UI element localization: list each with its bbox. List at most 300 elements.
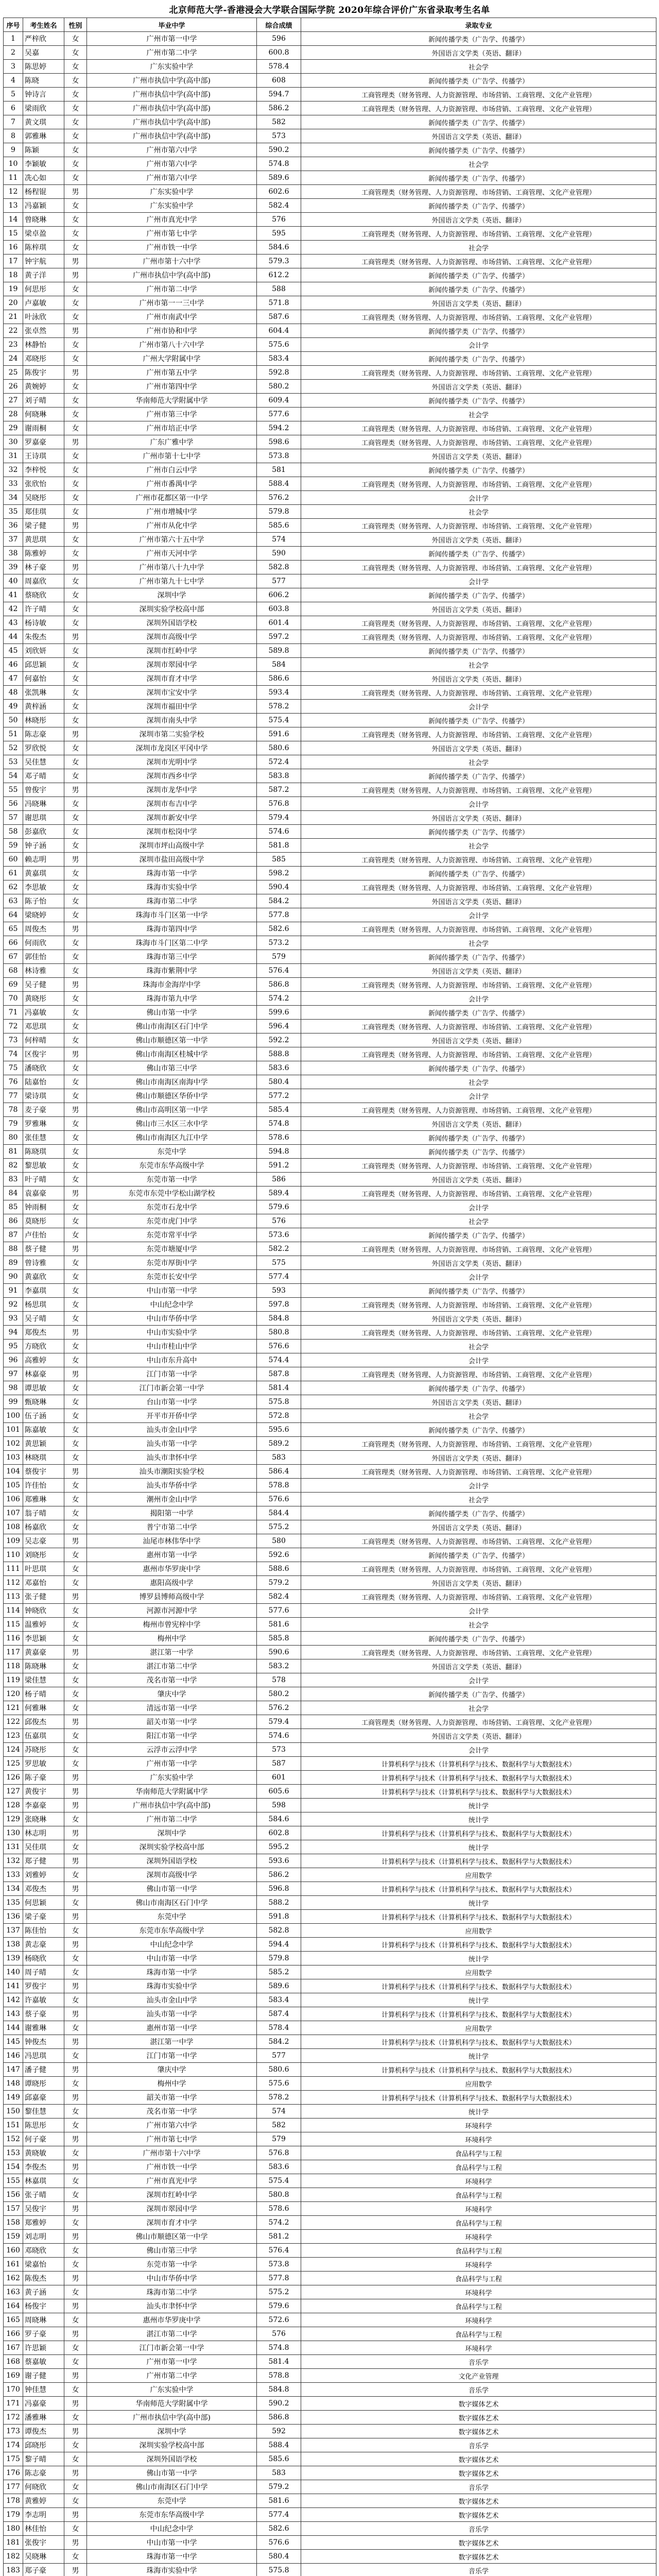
cell-no: 151 bbox=[4, 2119, 23, 2132]
cell-no: 153 bbox=[4, 2146, 23, 2160]
cell-name: 陈颖 bbox=[23, 143, 64, 157]
cell-no: 5 bbox=[4, 88, 23, 101]
table-row bbox=[4, 1367, 656, 1381]
cell-name: 吴子晴 bbox=[23, 1312, 64, 1326]
cell-school: 深圳市红岭中学 bbox=[87, 644, 257, 658]
cell-score: 576.6 bbox=[257, 1340, 301, 1353]
cell-name: 罗嘉豪 bbox=[23, 435, 64, 449]
cell-score: 598.6 bbox=[257, 435, 301, 449]
cell-major: 工商管理类（财务管理、人力资源管理、市场营销、工商管理、文化产业管理） bbox=[301, 1242, 656, 1256]
cell-school: 深圳市宝安中学 bbox=[87, 686, 257, 700]
table-row bbox=[4, 1771, 656, 1785]
table-row bbox=[4, 561, 656, 574]
cell-no: 159 bbox=[4, 2230, 23, 2244]
cell-school: 佛山市顺德区第一中学 bbox=[87, 1033, 257, 1047]
cell-major: 计算机科学与技术（计算机科学与技术、数据科学与大数据技术） bbox=[301, 2063, 656, 2077]
cell-no: 45 bbox=[4, 644, 23, 658]
cell-no: 138 bbox=[4, 1938, 23, 1952]
cell-name: 郑雅婷 bbox=[23, 2216, 64, 2230]
table-row bbox=[4, 1228, 656, 1242]
cell-name: 黄俊宇 bbox=[23, 1785, 64, 1799]
cell-name: 刘欣妍 bbox=[23, 644, 64, 658]
cell-no: 140 bbox=[4, 1965, 23, 1979]
cell-score: 589.6 bbox=[257, 171, 301, 185]
cell-name: 黄志豪 bbox=[23, 1938, 64, 1952]
table-row bbox=[4, 241, 656, 255]
cell-score: 576 bbox=[257, 1214, 301, 1228]
cell-school: 广州市培正中学 bbox=[87, 421, 257, 435]
cell-name: 邱俊杰 bbox=[23, 1715, 64, 1729]
cell-gender: 女 bbox=[64, 2313, 87, 2327]
cell-no: 54 bbox=[4, 769, 23, 783]
cell-school: 潮州市金山中学 bbox=[87, 1493, 257, 1506]
cell-score: 596 bbox=[257, 32, 301, 46]
cell-gender: 女 bbox=[64, 1493, 87, 1506]
cell-no: 31 bbox=[4, 449, 23, 463]
cell-score: 587.2 bbox=[257, 783, 301, 797]
table-row bbox=[4, 1103, 656, 1117]
cell-name: 梁晓婷 bbox=[23, 908, 64, 922]
cell-score: 587.8 bbox=[257, 1367, 301, 1381]
cell-no: 183 bbox=[4, 2564, 23, 2576]
cell-gender: 男 bbox=[64, 1715, 87, 1729]
table-row bbox=[4, 880, 656, 894]
cell-name: 郑佳琪 bbox=[23, 505, 64, 519]
table-row bbox=[4, 519, 656, 533]
cell-gender: 男 bbox=[64, 1326, 87, 1340]
cell-no: 41 bbox=[4, 588, 23, 602]
cell-school: 广东实验中学 bbox=[87, 60, 257, 74]
cell-gender: 女 bbox=[64, 282, 87, 296]
cell-school: 广州市第四中学 bbox=[87, 380, 257, 394]
cell-no: 30 bbox=[4, 435, 23, 449]
table-row bbox=[4, 2299, 656, 2313]
cell-name: 何子豪 bbox=[23, 2132, 64, 2146]
cell-gender: 女 bbox=[64, 1117, 87, 1131]
cell-school: 珠海市第一中学 bbox=[87, 867, 257, 880]
cell-name: 黄子洋 bbox=[23, 268, 64, 282]
header-no: 序号 bbox=[4, 18, 23, 32]
cell-major: 环境科学 bbox=[301, 2174, 656, 2188]
table-row bbox=[4, 2049, 656, 2063]
cell-no: 46 bbox=[4, 658, 23, 672]
cell-no: 101 bbox=[4, 1423, 23, 1437]
cell-school: 中山纪念中学 bbox=[87, 2522, 257, 2536]
cell-no: 27 bbox=[4, 394, 23, 408]
cell-school: 广州市执信中学(高中部) bbox=[87, 129, 257, 143]
cell-score: 596.4 bbox=[257, 1020, 301, 1033]
cell-score: 574.8 bbox=[257, 157, 301, 171]
cell-no: 128 bbox=[4, 1799, 23, 1812]
table-row bbox=[4, 1965, 656, 1979]
cell-score: 572.4 bbox=[257, 755, 301, 769]
cell-major: 新闻传播学类（广告学、传播学） bbox=[301, 143, 656, 157]
cell-school: 广州市第八十九中学 bbox=[87, 561, 257, 574]
cell-no: 69 bbox=[4, 978, 23, 992]
cell-school: 深圳市布吉中学 bbox=[87, 797, 257, 811]
cell-no: 119 bbox=[4, 1673, 23, 1687]
cell-school: 佛山市第一中学 bbox=[87, 1006, 257, 1020]
cell-major: 会计学 bbox=[301, 1673, 656, 1687]
cell-name: 吴晓彤 bbox=[23, 491, 64, 505]
cell-major: 食品科学与工程 bbox=[301, 2272, 656, 2285]
cell-gender: 女 bbox=[64, 714, 87, 727]
table-row bbox=[4, 1520, 656, 1534]
cell-score: 585.8 bbox=[257, 1632, 301, 1646]
cell-major: 应用数学 bbox=[301, 1868, 656, 1882]
cell-school: 东莞中学 bbox=[87, 2494, 257, 2508]
cell-name: 吴晓琳 bbox=[23, 2550, 64, 2564]
cell-name: 曾晓琳 bbox=[23, 213, 64, 227]
cell-no: 105 bbox=[4, 1479, 23, 1493]
cell-name: 温雅婷 bbox=[23, 1618, 64, 1632]
cell-name: 周嘉欣 bbox=[23, 574, 64, 588]
cell-name: 潘晓欣 bbox=[23, 1061, 64, 1075]
cell-score: 575.8 bbox=[257, 1395, 301, 1409]
cell-no: 92 bbox=[4, 1298, 23, 1312]
cell-gender: 女 bbox=[64, 1924, 87, 1938]
table-row bbox=[4, 2425, 656, 2438]
table-row bbox=[4, 936, 656, 950]
cell-school: 珠海市实验中学 bbox=[87, 2564, 257, 2576]
table-row bbox=[4, 1896, 656, 1910]
cell-score: 582.4 bbox=[257, 199, 301, 213]
table-row bbox=[4, 157, 656, 171]
cell-score: 575.6 bbox=[257, 338, 301, 352]
cell-school: 东莞市东华高级中学 bbox=[87, 1924, 257, 1938]
table-row bbox=[4, 2035, 656, 2049]
cell-school: 广州市第五中学 bbox=[87, 366, 257, 380]
cell-no: 42 bbox=[4, 602, 23, 616]
cell-school: 广州市第一中学 bbox=[87, 2355, 257, 2369]
cell-no: 20 bbox=[4, 296, 23, 310]
cell-school: 湛江第一中学 bbox=[87, 2035, 257, 2049]
cell-gender: 女 bbox=[64, 2021, 87, 2035]
cell-name: 黄嘉琪 bbox=[23, 867, 64, 880]
table-row bbox=[4, 1437, 656, 1451]
cell-school: 广州市第二中学 bbox=[87, 1812, 257, 1826]
cell-school: 深圳市高级中学 bbox=[87, 630, 257, 644]
cell-gender: 男 bbox=[64, 2091, 87, 2105]
cell-major: 音乐学 bbox=[301, 2438, 656, 2452]
cell-school: 华南师范大学附属中学 bbox=[87, 394, 257, 408]
cell-gender: 男 bbox=[64, 922, 87, 936]
cell-major: 音乐学 bbox=[301, 2564, 656, 2576]
table-row bbox=[4, 491, 656, 505]
cell-score: 580.8 bbox=[257, 2188, 301, 2202]
cell-school: 江门市新会第一中学 bbox=[87, 2341, 257, 2355]
table-row bbox=[4, 1131, 656, 1145]
cell-name: 黄嘉豪 bbox=[23, 1646, 64, 1659]
cell-major: 新闻传播学类（广告学、传播学） bbox=[301, 1506, 656, 1520]
cell-score: 580.2 bbox=[257, 380, 301, 394]
cell-no: 28 bbox=[4, 408, 23, 421]
cell-major: 新闻传播学类（广告学、传播学） bbox=[301, 1061, 656, 1075]
cell-name: 麦子豪 bbox=[23, 1103, 64, 1117]
cell-major: 环境科学 bbox=[301, 2230, 656, 2244]
cell-name: 张俊宇 bbox=[23, 2536, 64, 2550]
cell-no: 82 bbox=[4, 1159, 23, 1173]
cell-school: 广州市第二中学 bbox=[87, 46, 257, 60]
cell-major: 工商管理类（财务管理、人力资源管理、市场营销、工商管理、文化产业管理） bbox=[301, 366, 656, 380]
table-row bbox=[4, 2063, 656, 2077]
cell-school: 广州市真光中学 bbox=[87, 213, 257, 227]
cell-no: 48 bbox=[4, 686, 23, 700]
cell-no: 96 bbox=[4, 1353, 23, 1367]
table-row bbox=[4, 950, 656, 964]
cell-school: 汕头市聿怀中学 bbox=[87, 1451, 257, 1465]
cell-no: 26 bbox=[4, 380, 23, 394]
cell-score: 584.4 bbox=[257, 1506, 301, 1520]
cell-name: 陈雅婷 bbox=[23, 547, 64, 561]
table-row bbox=[4, 2369, 656, 2383]
cell-no: 177 bbox=[4, 2480, 23, 2494]
cell-no: 170 bbox=[4, 2383, 23, 2397]
cell-score: 592.6 bbox=[257, 1548, 301, 1562]
cell-name: 林志明 bbox=[23, 1826, 64, 1840]
cell-name: 陈子豪 bbox=[23, 1771, 64, 1785]
cell-school: 惠阳高级中学 bbox=[87, 1576, 257, 1590]
cell-score: 598.2 bbox=[257, 867, 301, 880]
cell-major: 外国语言文学类（英语、翻译） bbox=[301, 1520, 656, 1534]
cell-name: 李思敏 bbox=[23, 880, 64, 894]
cell-no: 81 bbox=[4, 1145, 23, 1159]
cell-score: 581.8 bbox=[257, 839, 301, 853]
cell-score: 581.6 bbox=[257, 2494, 301, 2508]
cell-score: 583.4 bbox=[257, 352, 301, 366]
cell-no: 29 bbox=[4, 421, 23, 435]
table-row bbox=[4, 1187, 656, 1200]
cell-score: 578.2 bbox=[257, 2091, 301, 2105]
cell-major: 计算机科学与技术（计算机科学与技术、数据科学与大数据技术） bbox=[301, 1979, 656, 1993]
cell-major: 会计学 bbox=[301, 491, 656, 505]
cell-gender: 女 bbox=[64, 2105, 87, 2119]
cell-major: 食品科学与工程 bbox=[301, 2216, 656, 2230]
cell-name: 梁卓盈 bbox=[23, 227, 64, 241]
cell-score: 582.6 bbox=[257, 2522, 301, 2536]
cell-score: 583.8 bbox=[257, 769, 301, 783]
cell-no: 178 bbox=[4, 2494, 23, 2508]
cell-score: 591.2 bbox=[257, 1159, 301, 1173]
table-row bbox=[4, 894, 656, 908]
cell-name: 邓子晴 bbox=[23, 769, 64, 783]
cell-gender: 女 bbox=[64, 1896, 87, 1910]
cell-major: 工商管理类（财务管理、人力资源管理、市场营销、工商管理、文化产业管理） bbox=[301, 185, 656, 199]
table-row bbox=[4, 1534, 656, 1548]
cell-school: 广州市执信中学(高中部) bbox=[87, 268, 257, 282]
cell-school: 广州市执信中学(高中部) bbox=[87, 101, 257, 115]
cell-no: 156 bbox=[4, 2188, 23, 2202]
cell-gender: 女 bbox=[64, 1840, 87, 1854]
cell-score: 578.4 bbox=[257, 60, 301, 74]
cell-school: 佛山市南海区石门中学 bbox=[87, 1020, 257, 1033]
cell-major: 外国语言文学类（英语、翻译） bbox=[301, 1033, 656, 1047]
cell-major: 工商管理类（财务管理、人力资源管理、市场营销、工商管理、文化产业管理） bbox=[301, 1103, 656, 1117]
cell-no: 15 bbox=[4, 227, 23, 241]
table-row bbox=[4, 922, 656, 936]
cell-name: 高雅婷 bbox=[23, 1353, 64, 1367]
cell-major: 应用数学 bbox=[301, 2077, 656, 2091]
cell-gender: 女 bbox=[64, 241, 87, 255]
table-row bbox=[4, 1047, 656, 1061]
cell-gender: 男 bbox=[64, 255, 87, 268]
cell-school: 珠海市第二中学 bbox=[87, 894, 257, 908]
cell-score: 594.8 bbox=[257, 1145, 301, 1159]
cell-score: 590 bbox=[257, 547, 301, 561]
cell-name: 陈嘉敏 bbox=[23, 1423, 64, 1437]
cell-major: 外国语言文学类（英语、翻译） bbox=[301, 1395, 656, 1409]
cell-gender: 女 bbox=[64, 825, 87, 839]
cell-score: 576 bbox=[257, 2327, 301, 2341]
cell-school: 广州市真光中学 bbox=[87, 2174, 257, 2188]
cell-name: 罗欣悦 bbox=[23, 741, 64, 755]
cell-no: 115 bbox=[4, 1618, 23, 1632]
cell-name: 黎佳慧 bbox=[23, 2105, 64, 2119]
table-row bbox=[4, 1659, 656, 1673]
table-row bbox=[4, 574, 656, 588]
cell-school: 肇庆中学 bbox=[87, 1687, 257, 1701]
cell-score: 601 bbox=[257, 1771, 301, 1785]
cell-no: 72 bbox=[4, 1020, 23, 1033]
cell-name: 翁子晴 bbox=[23, 1506, 64, 1520]
table-row bbox=[4, 282, 656, 296]
cell-major: 计算机科学与技术（计算机科学与技术、数据科学与大数据技术） bbox=[301, 1771, 656, 1785]
cell-no: 93 bbox=[4, 1312, 23, 1326]
cell-gender: 男 bbox=[64, 1799, 87, 1812]
cell-gender: 女 bbox=[64, 2174, 87, 2188]
table-row bbox=[4, 755, 656, 769]
cell-name: 梁子健 bbox=[23, 519, 64, 533]
cell-name: 罗俊宇 bbox=[23, 1979, 64, 1993]
cell-gender: 男 bbox=[64, 853, 87, 867]
cell-no: 39 bbox=[4, 561, 23, 574]
cell-major: 社会学 bbox=[301, 1701, 656, 1715]
cell-school: 佛山市高明区第一中学 bbox=[87, 1103, 257, 1117]
cell-gender: 男 bbox=[64, 2425, 87, 2438]
cell-name: 吴志豪 bbox=[23, 1534, 64, 1548]
table-row bbox=[4, 2021, 656, 2035]
cell-name: 黄文琪 bbox=[23, 115, 64, 129]
cell-gender: 女 bbox=[64, 101, 87, 115]
cell-score: 586.2 bbox=[257, 1868, 301, 1882]
cell-score: 574.6 bbox=[257, 825, 301, 839]
table-body bbox=[4, 32, 656, 2576]
cell-school: 中山市华侨中学 bbox=[87, 2272, 257, 2285]
cell-major: 新闻传播学类（广告学、传播学） bbox=[301, 74, 656, 88]
cell-name: 谢雅琳 bbox=[23, 2021, 64, 2035]
cell-major: 工商管理类（财务管理、人力资源管理、市场营销、工商管理、文化产业管理） bbox=[301, 1534, 656, 1548]
cell-school: 中山市第一中学 bbox=[87, 1284, 257, 1298]
cell-gender: 女 bbox=[64, 1548, 87, 1562]
cell-gender: 男 bbox=[64, 783, 87, 797]
cell-major: 计算机科学与技术（计算机科学与技术、数据科学与大数据技术） bbox=[301, 1785, 656, 1799]
cell-score: 585.4 bbox=[257, 1103, 301, 1117]
cell-score: 586 bbox=[257, 1173, 301, 1187]
cell-major: 环境科学 bbox=[301, 2285, 656, 2299]
cell-name: 张晓琳 bbox=[23, 1812, 64, 1826]
cell-major: 社会学 bbox=[301, 839, 656, 853]
cell-score: 584.8 bbox=[257, 2383, 301, 2397]
table-row bbox=[4, 1200, 656, 1214]
cell-name: 莫晓彤 bbox=[23, 1214, 64, 1228]
cell-name: 潘子健 bbox=[23, 2063, 64, 2077]
cell-school: 江门市第一中学 bbox=[87, 2049, 257, 2063]
cell-school: 茂名市第一中学 bbox=[87, 1673, 257, 1687]
cell-major: 应用数学 bbox=[301, 1924, 656, 1938]
cell-school: 广州市第一中学 bbox=[87, 1757, 257, 1771]
table-row bbox=[4, 867, 656, 880]
cell-major: 新闻传播学类（广告学、传播学） bbox=[301, 1131, 656, 1145]
cell-name: 陈晓琳 bbox=[23, 1659, 64, 1673]
table-row bbox=[4, 1840, 656, 1854]
cell-major: 音乐学 bbox=[301, 2383, 656, 2397]
cell-major: 工商管理类（财务管理、人力资源管理、市场营销、工商管理、文化产业管理） bbox=[301, 561, 656, 574]
cell-school: 深圳市松岗中学 bbox=[87, 825, 257, 839]
cell-gender: 女 bbox=[64, 505, 87, 519]
cell-major: 外国语言文学类（英语、翻译） bbox=[301, 296, 656, 310]
cell-score: 578.6 bbox=[257, 2202, 301, 2216]
table-row bbox=[4, 408, 656, 421]
table-row bbox=[4, 421, 656, 435]
cell-gender: 女 bbox=[64, 992, 87, 1006]
cell-no: 59 bbox=[4, 839, 23, 853]
cell-major: 工商管理类（财务管理、人力资源管理、市场营销、工商管理、文化产业管理） bbox=[301, 101, 656, 115]
cell-no: 160 bbox=[4, 2244, 23, 2258]
cell-school: 广州市第六中学 bbox=[87, 2119, 257, 2132]
cell-major: 统计学 bbox=[301, 1812, 656, 1826]
cell-name: 杨程锟 bbox=[23, 185, 64, 199]
cell-score: 578.8 bbox=[257, 1479, 301, 1493]
table-row bbox=[4, 1075, 656, 1089]
cell-score: 605.6 bbox=[257, 1785, 301, 1799]
cell-score: 591.8 bbox=[257, 1910, 301, 1924]
cell-major: 新闻传播学类（广告学、传播学） bbox=[301, 1423, 656, 1437]
cell-score: 579 bbox=[257, 950, 301, 964]
cell-name: 李志明 bbox=[23, 2508, 64, 2522]
cell-score: 582.8 bbox=[257, 561, 301, 574]
cell-no: 9 bbox=[4, 143, 23, 157]
cell-name: 林诗雅 bbox=[23, 964, 64, 978]
cell-score: 584.6 bbox=[257, 241, 301, 255]
cell-school: 深圳中学 bbox=[87, 1826, 257, 1840]
cell-major: 统计学 bbox=[301, 1952, 656, 1965]
cell-school: 广州市执信中学(高中部) bbox=[87, 74, 257, 88]
table-row bbox=[4, 1910, 656, 1924]
cell-gender: 男 bbox=[64, 1854, 87, 1868]
cell-score: 577 bbox=[257, 2049, 301, 2063]
cell-name: 周子晴 bbox=[23, 1965, 64, 1979]
cell-name: 蔡俊宇 bbox=[23, 1465, 64, 1479]
cell-score: 592.2 bbox=[257, 1033, 301, 1047]
table-row bbox=[4, 199, 656, 213]
cell-name: 刘晓彤 bbox=[23, 1548, 64, 1562]
cell-major: 会计学 bbox=[301, 1200, 656, 1214]
cell-score: 579.3 bbox=[257, 255, 301, 268]
table-row bbox=[4, 366, 656, 380]
cell-gender: 女 bbox=[64, 394, 87, 408]
cell-no: 181 bbox=[4, 2536, 23, 2550]
page-title: 北京师范大学-香港浸会大学联合国际学院 2020年综合评价广东省录取考生名单 bbox=[169, 5, 490, 15]
cell-name: 陈俊杰 bbox=[23, 2272, 64, 2285]
cell-school: 珠海市斗门区第一中学 bbox=[87, 908, 257, 922]
cell-no: 57 bbox=[4, 811, 23, 825]
cell-school: 中山市第一中学 bbox=[87, 2536, 257, 2550]
cell-no: 182 bbox=[4, 2550, 23, 2564]
cell-major: 外国语言文学类（英语、翻译） bbox=[301, 1256, 656, 1270]
cell-major: 统计学 bbox=[301, 2105, 656, 2119]
cell-name: 郑子健 bbox=[23, 1854, 64, 1868]
cell-gender: 女 bbox=[64, 533, 87, 547]
